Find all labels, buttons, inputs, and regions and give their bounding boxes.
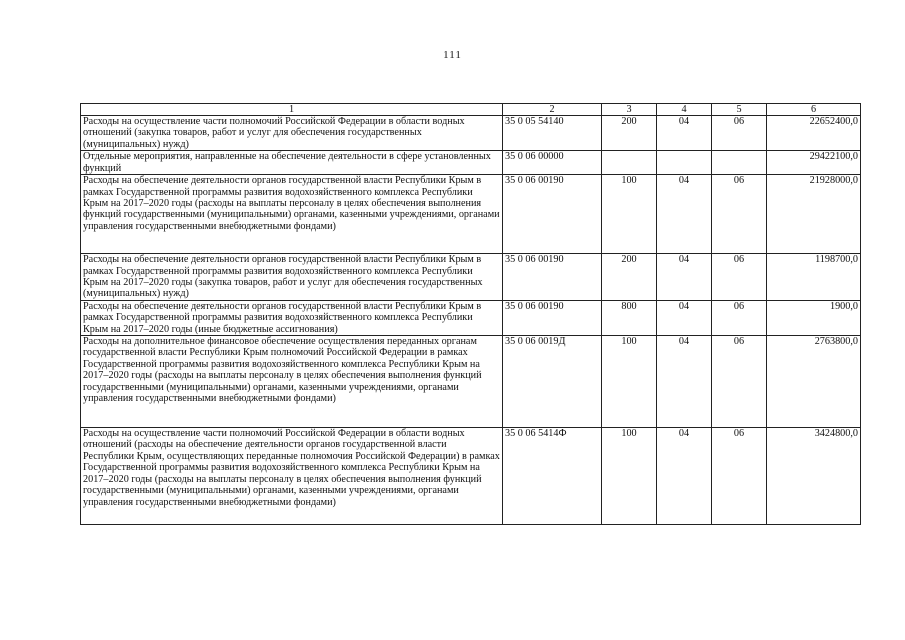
row-subsection: 06 xyxy=(712,116,767,151)
row-expense-type: 100 xyxy=(602,175,657,254)
table-row xyxy=(81,116,861,151)
column-header: 2 xyxy=(503,104,602,116)
row-expense-type: 100 xyxy=(602,336,657,428)
table-row xyxy=(81,254,861,301)
row-subsection: 06 xyxy=(712,300,767,335)
row-section: 04 xyxy=(657,336,712,428)
row-section: 04 xyxy=(657,428,712,525)
row-expense-type: 200 xyxy=(602,254,657,301)
row-description: Расходы на осуществление части полномочий Российской Федерации в области водных отношений (закупка товаров, работ и услуг для обеспечения государственных (муниципальных) нужд) xyxy=(81,116,503,151)
row-amount: 3424800,0 xyxy=(767,428,861,525)
row-target-code: 35 0 06 00190 xyxy=(503,300,602,335)
row-target-code: 35 0 06 5414Ф xyxy=(503,428,602,525)
page-number: 111 xyxy=(443,49,462,61)
row-target-code: 35 0 06 0019Д xyxy=(503,336,602,428)
row-amount: 1198700,0 xyxy=(767,254,861,301)
row-subsection xyxy=(712,151,767,175)
row-section xyxy=(657,151,712,175)
table-row xyxy=(81,151,861,175)
row-description: Расходы на дополнительное финансовое обеспечение осуществления переданных органам государственной власти Республики Крым полномочий Российской Федерации в рамках Государственной программы развития водохозяйственного комплекса Республики Крым на 2017–2020 годы (расходы на выплаты персоналу в целях обеспечения выполнения функций государственными (муниципальными) органами, казенными учреждениями, органами управления государственными внебюджетными фондами) xyxy=(81,336,503,428)
row-target-code: 35 0 05 54140 xyxy=(503,116,602,151)
table-row xyxy=(81,175,861,254)
row-target-code: 35 0 06 00190 xyxy=(503,175,602,254)
row-section: 04 xyxy=(657,175,712,254)
row-amount: 21928000,0 xyxy=(767,175,861,254)
row-section: 04 xyxy=(657,254,712,301)
row-section: 04 xyxy=(657,300,712,335)
row-description: Расходы на обеспечение деятельности органов государственной власти Республики Крым в рамках Государственной программы развития водохозяйственного комплекса Республики Крым на 2017–2020 годы (закупка товаров, работ и услуг для обеспечения государственных (муниципальных) нужд) xyxy=(81,254,503,301)
row-expense-type xyxy=(602,151,657,175)
column-header: 4 xyxy=(657,104,712,116)
row-subsection: 06 xyxy=(712,428,767,525)
column-header: 5 xyxy=(712,104,767,116)
row-target-code: 35 0 06 00190 xyxy=(503,254,602,301)
table-header-row xyxy=(81,104,861,116)
row-description: Расходы на обеспечение деятельности органов государственной власти Республики Крым в рамках Государственной программы развития водохозяйственного комплекса Республики Крым на 2017–2020 годы (расходы на выплаты персоналу в целях обеспечения выполнения функций государственными (муниципальными) органами, казенными учреждениями, органами управления государственными внебюджетными фондами) xyxy=(81,175,503,254)
table-row xyxy=(81,300,861,335)
column-header: 3 xyxy=(602,104,657,116)
row-amount: 22652400,0 xyxy=(767,116,861,151)
row-target-code: 35 0 06 00000 xyxy=(503,151,602,175)
column-header: 1 xyxy=(81,104,503,116)
row-amount: 2763800,0 xyxy=(767,336,861,428)
budget-table xyxy=(80,103,861,525)
row-amount: 29422100,0 xyxy=(767,151,861,175)
row-description: Расходы на обеспечение деятельности органов государственной власти Республики Крым в рамках Государственной программы развития водохозяйственного комплекса Республики Крым на 2017–2020 годы (иные бюджетные ассигнования) xyxy=(81,300,503,335)
row-subsection: 06 xyxy=(712,175,767,254)
row-description: Отдельные мероприятия, направленные на обеспечение деятельности в сфере установленных функций xyxy=(81,151,503,175)
table-row xyxy=(81,336,861,428)
row-expense-type: 200 xyxy=(602,116,657,151)
row-subsection: 06 xyxy=(712,336,767,428)
table-row xyxy=(81,428,861,525)
row-section: 04 xyxy=(657,116,712,151)
row-expense-type: 100 xyxy=(602,428,657,525)
row-subsection: 06 xyxy=(712,254,767,301)
row-expense-type: 800 xyxy=(602,300,657,335)
row-amount: 1900,0 xyxy=(767,300,861,335)
column-header: 6 xyxy=(767,104,861,116)
row-description: Расходы на осуществление части полномочий Российской Федерации в области водных отношений (расходы на обеспечение деятельности органов государственной власти Республики Крым, осуществляющих переданные полномочия Российской Федерации) в рамках Государственной программы развития водохозяйственного комплекса Республики Крым на 2017–2020 годы (расходы на выплаты персоналу в целях обеспечения выполнения функций государственными (муниципальными) органами, казенными учреждениями, органами управления государственными внебюджетными фондами) xyxy=(81,428,503,525)
